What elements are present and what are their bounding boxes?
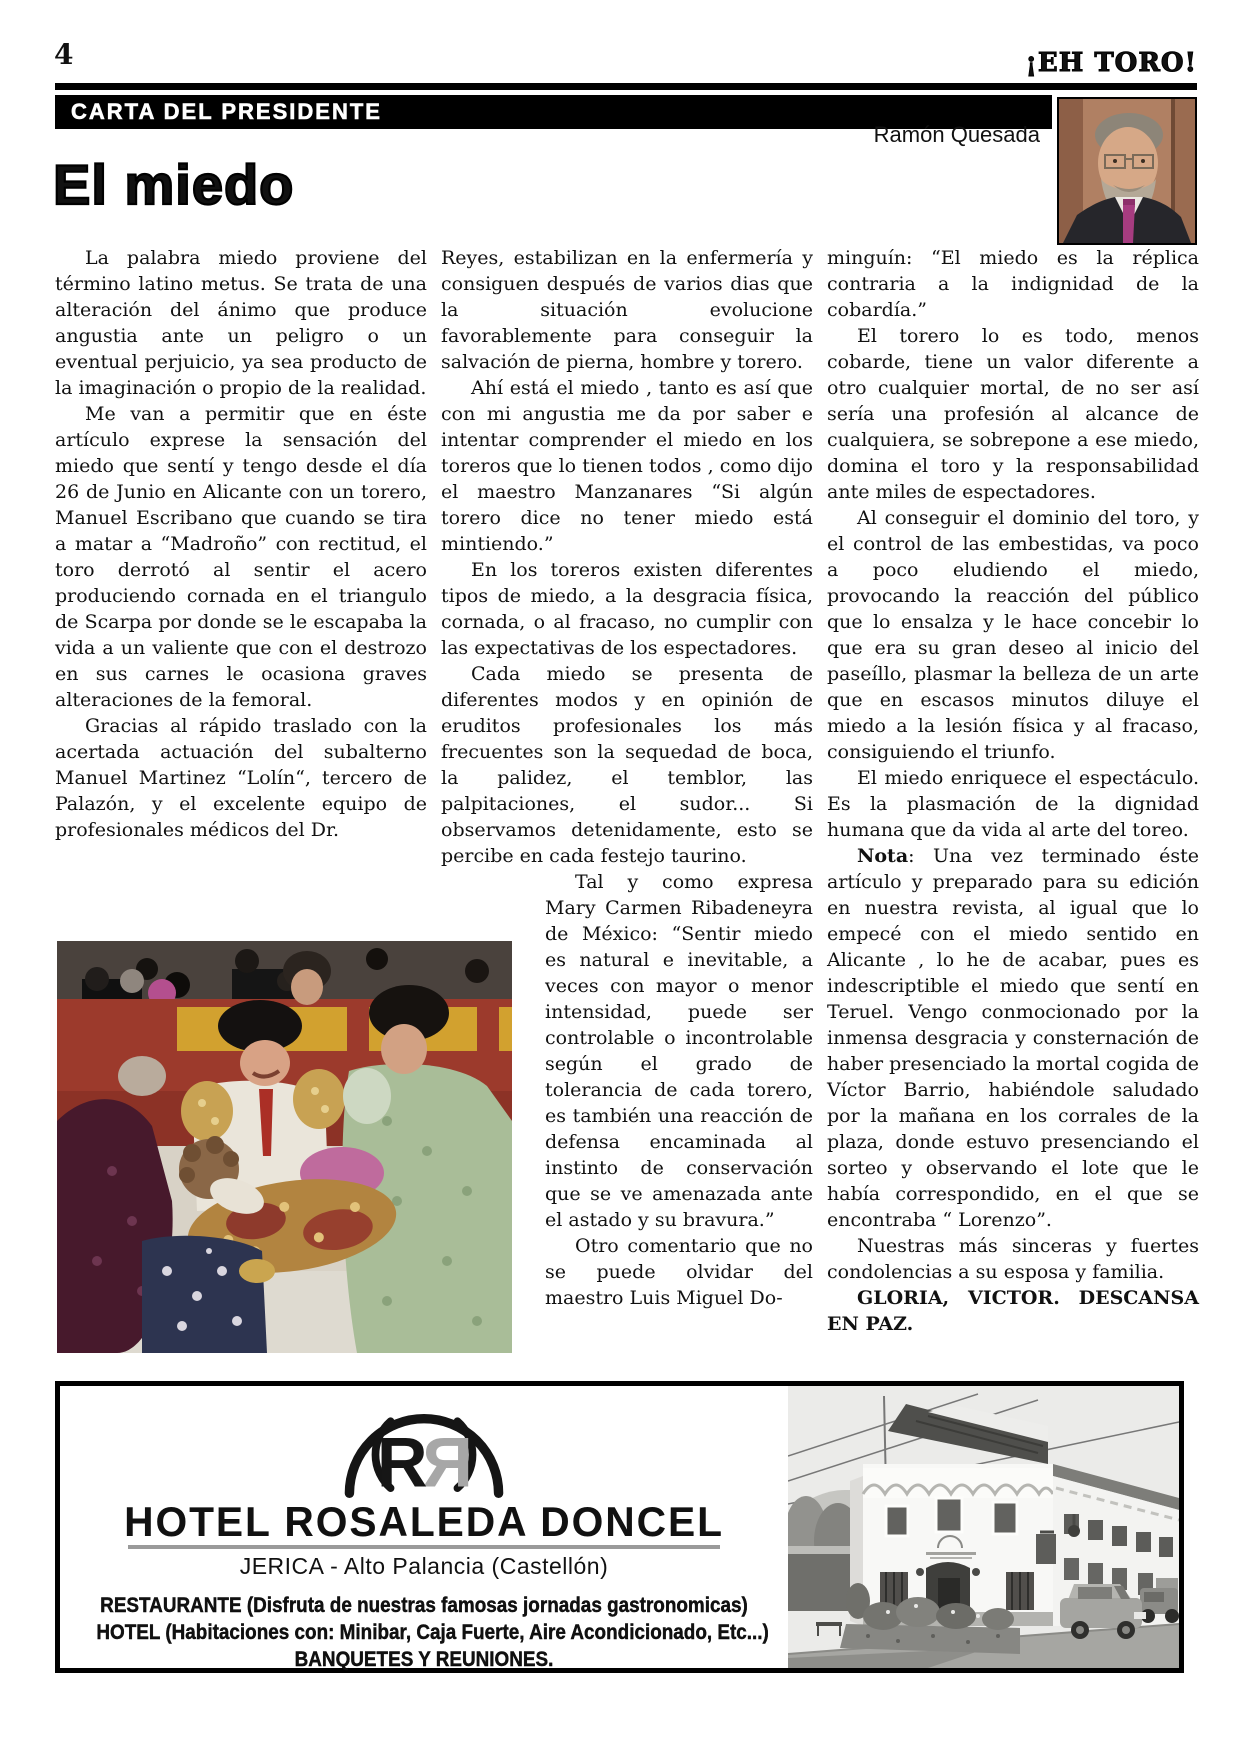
bullfight-photo <box>57 941 512 1353</box>
paragraph: Al conseguir el dominio del toro, y el control de las embestidas, va poco a poco eludiendo el miedo, provocando la reacción del público que lo ensalza y le hace concebir lo que era su gran deseo al inicio del paseíllo, plasmar la belleza de un arte que en escasos minutos diluye el miedo a la lesión física y al fracaso, consiguiendo el triunfo. <box>827 507 1199 763</box>
president-portrait-photo <box>1057 97 1197 245</box>
hotel-advertisement <box>55 1381 1184 1673</box>
article-column-3 <box>827 245 1199 1337</box>
ad-service-line: HOTEL (Habitaciones con: Minibar, Caja Fuerte, Aire Acondicionado, Etc...) <box>96 1621 769 1644</box>
ad-service-line: BANQUETES Y REUNIONES. <box>294 1648 554 1671</box>
paragraph: Otro comentario que no se puede olvidar del maestro Luis Miguel Do- <box>545 1235 813 1309</box>
article-headline: El miedo <box>53 153 295 216</box>
masthead-logo: ¡EH TORO! <box>1025 48 1197 78</box>
rr-monogram-icon <box>334 1392 514 1502</box>
paragraph: Gracias al rápido traslado con la acertada actuación del subalterno Manuel Martinez “Lolín“, tercero de Palazón, y el excelente equipo de profesionales médicos del Dr. <box>55 715 427 841</box>
paragraph: Ahí está el miedo , tanto es así que con mi angustia me da por saber e intentar comprender el miedo en los toreros que lo tienen todos , como dijo el maestro Manzanares “Si algún torero dice no tener miedo está mintiendo.” <box>441 377 813 555</box>
ad-services <box>60 1592 788 1673</box>
ad-text-area <box>60 1386 788 1671</box>
byline: Ramón Quesada <box>873 122 1040 147</box>
svg-text:R: R <box>422 1422 473 1502</box>
nota-paragraph <box>827 843 1199 1233</box>
paragraph: La palabra miedo proviene del término latino metus. Se trata de una alteración del ánimo que produce angustia ante un peligro o un eventual perjuicio, ya sea producto de la imaginación o propio de la realidad. <box>55 247 427 399</box>
paragraph: Tal y como expresa Mary Carmen Ribadeneyra de México: “Sentir miedo es natural e inevitable, a veces con mayor o menor intensidad, puede ser controlable o incontrolable según el grado de tolerancia de cada torero, es también una reacción de defensa encaminada al instinto de conservación que se ve amenazada ante el astado y su bravura.” <box>545 871 813 1231</box>
paragraph: El miedo enriquece el espectáculo. Es la plasmación de la dignidad humana que da vida al arte del toreo. <box>827 767 1199 841</box>
hotel-photo <box>788 1386 1179 1668</box>
paragraph: Cada miedo se presenta de diferentes modos y en opinión de eruditos profesionales los más frecuentes son la sequedad de boca, la palidez, el temblor, las palpitaciones, el sudor... Si observamos detenidamente, esto se percibe en cada festejo taurino. <box>441 663 813 867</box>
page-number: 4 <box>54 38 74 71</box>
nota-text: : Una vez terminado éste artículo y preparado para su edición en nuestra revista, al igual que lo empecé con el miedo sentido en Alicante , lo he de acabar, pues es indescriptible el miedo que sentí en Teruel. Vengo conmocionado por la inmensa desgracia y consternación de haber presenciado la mortal cogida de Víctor Barrio, habiéndole saludado por la mañana en los corrales de la plaza, donde estuvo presenciando el sorteo y observando el lote que le había correspondido, en el que se encontraba “ Lorenzo”. <box>827 845 1199 1231</box>
article-column-1 <box>55 245 427 843</box>
ad-service-line: RESTAURANTE (Disfruta de nuestras famosas jornadas gastronomicas) <box>100 1594 748 1617</box>
portrait-illustration <box>1059 99 1195 243</box>
ad-underline <box>128 1545 720 1549</box>
hotel-logo <box>60 1392 788 1502</box>
paragraph: Me van a permitir que en éste artículo exprese la sensación del miedo que sentí y tengo desde el día 26 de Junio en Alicante con un torero, Manuel Escribano que cuando se tira a matar a “Madroño” con rectitud, el toro derrotó al sentir el acero produciendo cornada en el triangulo de Scarpa por donde se le escapaba la vida a un valiente que con el destrozo en sus carnes le ocasiona graves alteraciones de la femoral. <box>55 403 427 711</box>
closing-line: GLORIA, VICTOR. DESCANSA EN PAZ. <box>827 1287 1199 1335</box>
bullfight-illustration <box>57 941 512 1353</box>
paragraph: Nuestras más sinceras y fuertes condolencias a su esposa y familia. <box>827 1235 1199 1283</box>
hotel-building-illustration <box>788 1386 1179 1668</box>
paragraph: minguín: “El miedo es la réplica contraria a la indignidad de la cobardía.” <box>827 247 1199 321</box>
wrapped-text-block <box>545 869 813 1311</box>
header-rule <box>55 83 1197 90</box>
paragraph: En los toreros existen diferentes tipos de miedo, a la desgracia física, cornada, o al fracaso, no cumplir con las expectativas de los espectadores. <box>441 559 813 659</box>
svg-text:R: R <box>376 1422 428 1502</box>
hotel-location: JERICA - Alto Palancia (Castellón) <box>239 1553 609 1579</box>
section-label: CARTA DEL PRESIDENTE <box>71 99 382 124</box>
hotel-name: HOTEL ROSALEDA DONCEL <box>124 1498 724 1545</box>
paragraph: El torero lo es todo, menos cobarde, tiene un valor diferente a otro cualquier mortal, de no ser así sería una profesión al alcance de cualquiera, se sobrepone a ese miedo, domina el toro y la responsabilidad ante miles de espectadores. <box>827 325 1199 503</box>
paragraph: Reyes, estabilizan en la enfermería y consiguen después de varios dias que la situación evolucione favorablemente para conseguir la salvación de pierna, hombre y torero. <box>441 247 813 373</box>
nota-label: Nota <box>857 845 909 867</box>
